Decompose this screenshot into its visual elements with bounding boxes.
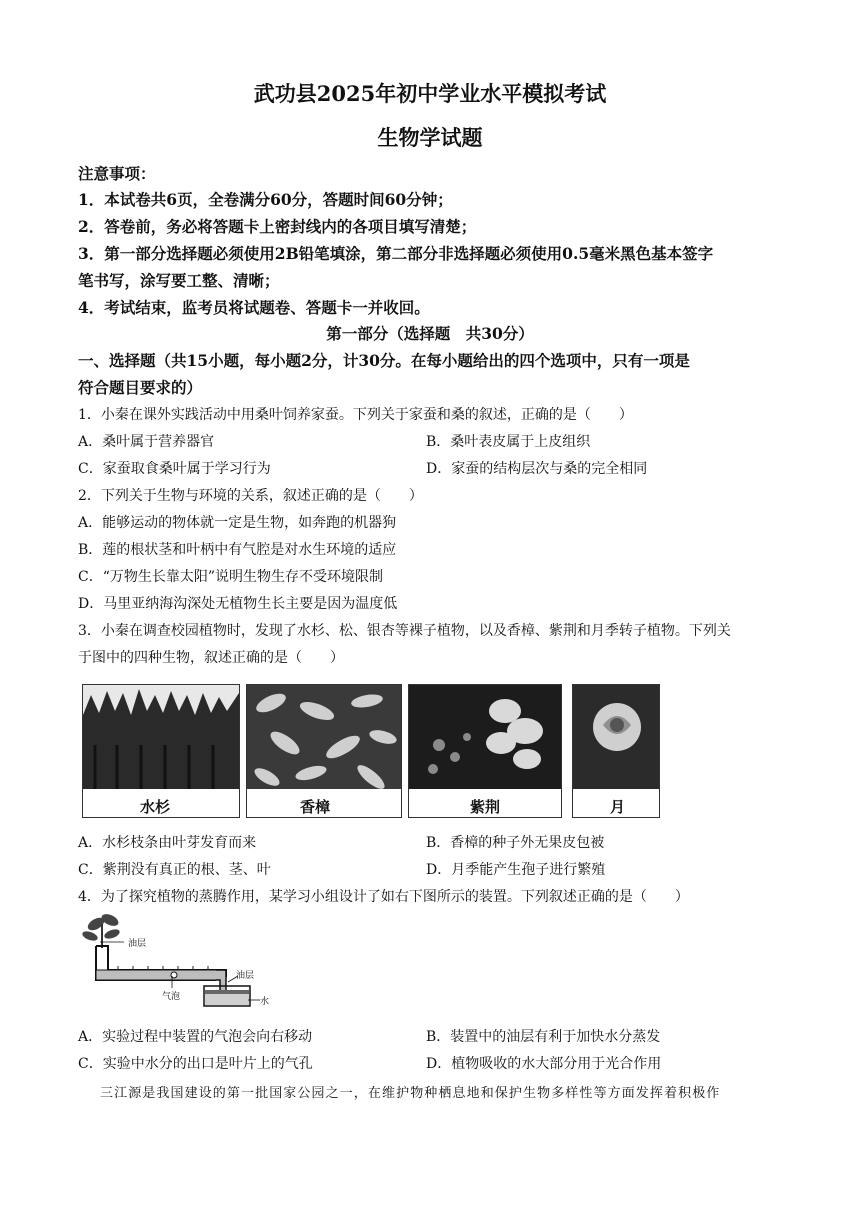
label-water: 水: [260, 997, 270, 1007]
q3-stem: 3．小秦在调查校园植物时，发现了水杉、松、银杏等裸子植物，以及香樟、紫荆和月季转子植物。下列关: [78, 623, 731, 639]
q4-option-a: A．实验过程中装置的气泡会向右移动: [78, 1029, 313, 1045]
q4-option-c: C．实验中水分的出口是叶片上的气孔: [78, 1056, 313, 1072]
exam-title: 武功县2025年初中学业水平模拟考试: [253, 81, 607, 106]
q2-stem: 2．下列关于生物与环境的关系，叙述正确的是（ ）: [78, 488, 423, 504]
q2-option-c: C．“万物生长靠太阳”说明生物生存不受环境限制: [78, 569, 384, 585]
q2-option-a: A．能够运动的物体就一定是生物，如奔跑的机器狗: [78, 515, 397, 531]
q1-option-c: C．家蚕取食桑叶属于学习行为: [78, 461, 271, 477]
q2-option-b: B．莲的根状茎和叶柄中有气腔是对水生环境的适应: [78, 542, 397, 558]
caption-metasequoia: 水杉: [140, 798, 171, 816]
q3-stem-cont: 于图中的四种生物，叙述正确的是（ ）: [78, 650, 344, 666]
label-bubble: 气泡: [162, 992, 181, 1002]
reading-passage-intro: 三江源是我国建设的第一批国家公园之一，在维护物种栖息地和保护生物多样性等方面发挥着积极作: [100, 1086, 721, 1101]
q4-stem: 4．为了探究植物的蒸腾作用，某学习小组设计了如右下图所示的装置。下列叙述正确的是（ ）: [78, 889, 689, 905]
q3-option-c: C．紫荆没有真正的根、茎、叶: [78, 862, 271, 878]
note-item-4: 4．考试结束，监考员将试题卷、答题卡一并收回。: [78, 298, 430, 317]
caption-camphor: 香樟: [300, 798, 331, 816]
caption-rose: 月: [610, 798, 626, 816]
exam-subtitle: 生物学试题: [377, 125, 483, 150]
q4-option-d: D．植物吸收的水大部分用于光合作用: [426, 1056, 662, 1072]
q1-option-a: A．桑叶属于营养器官: [78, 434, 215, 450]
q3-option-a: A．水杉枝条由叶芽发育而来: [78, 835, 257, 851]
q4-option-b: B．装置中的油层有利于加快水分蒸发: [426, 1029, 661, 1045]
q3-option-b: B．香樟的种子外无果皮包被: [426, 835, 605, 851]
part1-title: 第一部分（选择题 共30分）: [326, 324, 534, 343]
q1-option-b: B．桑叶表皮属于上皮组织: [426, 434, 591, 450]
section-heading-cont: 符合题目要求的）: [78, 378, 203, 397]
q2-option-d: D．马里亚纳海沟深处无植物生长主要是因为温度低: [78, 596, 398, 612]
q3-option-d: D．月季能产生孢子进行繁殖: [426, 862, 606, 878]
label-oil-right: 油层: [236, 971, 255, 981]
note-item-3-cont: 笔书写，涂写要工整、清晰；: [78, 271, 280, 290]
section-heading: 一、选择题（共15小题，每小题2分，计30分。在每小题给出的四个选项中，只有一项是: [78, 351, 690, 370]
q1-option-d: D．家蚕的结构层次与桑的完全相同: [426, 461, 648, 477]
caption-redbud: 紫荆: [470, 798, 501, 816]
label-oil-top: 油层: [128, 939, 147, 949]
note-item-1: 1．本试卷共6页，全卷满分60分，答题时间60分钟；: [78, 190, 453, 209]
note-item-2: 2．答卷前，务必将答题卡上密封线内的各项目填写清楚；: [78, 217, 477, 236]
q1-stem: 1．小秦在课外实践活动中用桑叶饲养家蚕。下列关于家蚕和桑的叙述，正确的是（ ）: [78, 407, 633, 423]
note-item-3: 3．第一部分选择题必须使用2B铅笔填涂，第二部分非选择题必须使用0.5毫米黑色基本签字: [78, 244, 714, 263]
notes-heading: 注意事项：: [78, 164, 156, 183]
